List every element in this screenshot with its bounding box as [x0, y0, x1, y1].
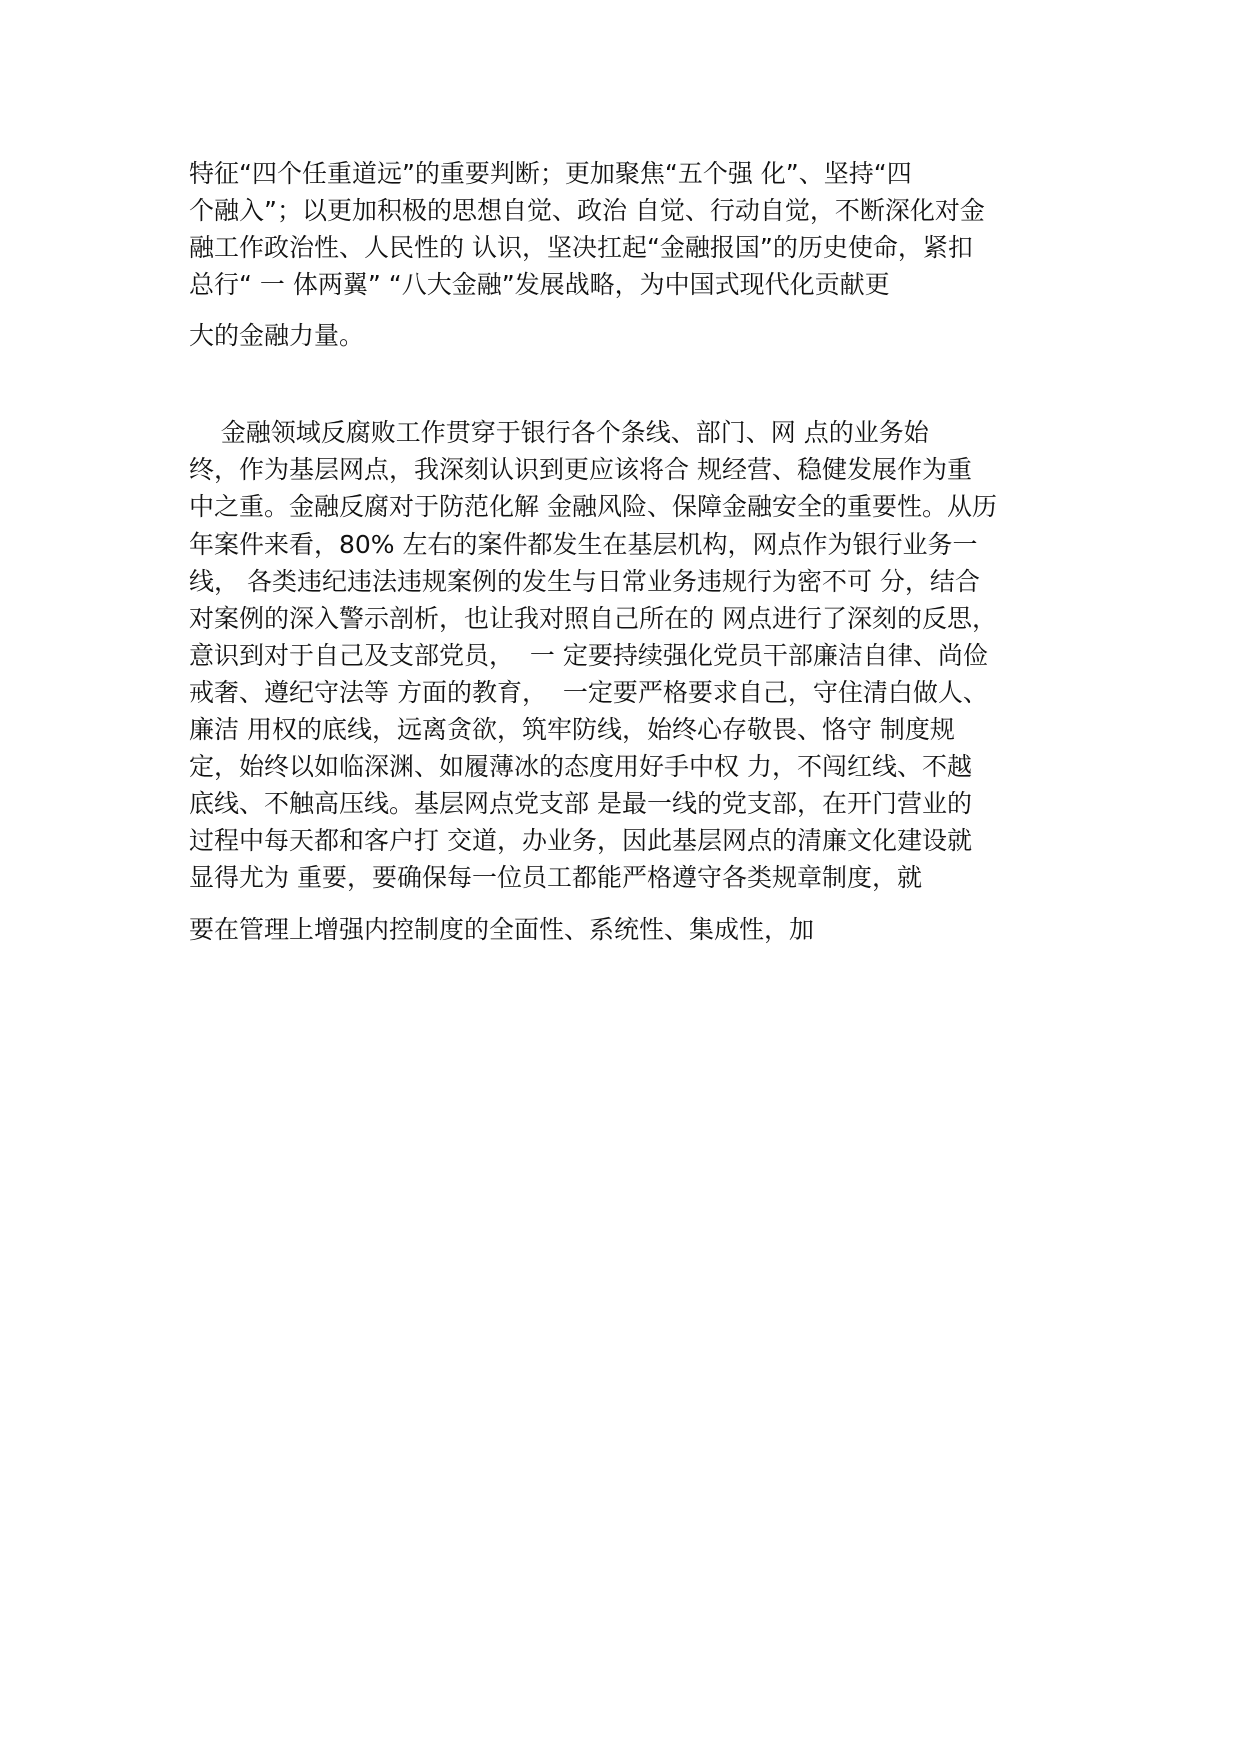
text-line: 对案例的深入警示剖析，也让我对照自己所在的 网点进行了深刻的反思， [189, 604, 997, 633]
text-line: 个融入”；以更加积极的思想自觉、政治 自觉、行动自觉，不断深化对金 [189, 196, 985, 225]
text-line: 总行“ 一 体两翼” “八大金融”发展战略，为中国式现代化贡献更 [189, 270, 890, 299]
text-line: 底线、不触高压线。基层网点党支部 是最一线的党支部，在开门营业的 [189, 789, 972, 818]
text-line: 年案件来看，80% 左右的案件都发生在基层机构，网点作为银行业务一 [189, 530, 978, 559]
text-line: 融工作政治性、人民性的 认识，坚决扛起“金融报国”的历史使命，紧扣 [189, 233, 973, 262]
text-line: 大的金融力量。 [189, 321, 365, 350]
text-line: 定，始终以如临深渊、如履薄冰的态度用好手中权 力，不闯红线、不越 [189, 752, 972, 781]
text-line: 戒奢、遵纪守法等 方面的教育， 一定要严格要求自己，守住清白做人、 [189, 678, 988, 707]
text-line: 显得尤为 重要，要确保每一位员工都能严格遵守各类规章制度，就 [189, 863, 922, 892]
text-line: 特征“四个任重道远”的重要判断；更加聚焦“五个强 化”、坚持“四 [189, 159, 912, 188]
text-line: 中之重。金融反腐对于防范化解 金融风险、保障金融安全的重要性。从历 [189, 492, 997, 521]
text-line: 过程中每天都和客户打 交道，办业务，因此基层网点的清廉文化建设就 [189, 826, 972, 855]
text-line: 意识到对于自己及支部党员， 一 定要持续强化党员干部廉洁自律、尚俭 [189, 641, 988, 670]
text-line: 线， 各类违纪违法违规案例的发生与日常业务违规行为密不可 分，结合 [189, 567, 980, 596]
text-line: 廉洁 用权的底线，远离贪欲，筑牢防线，始终心存敬畏、恪守 制度规 [189, 715, 955, 744]
text-line: 要在管理上增强内控制度的全面性、系统性、集成性，加 [189, 915, 815, 944]
text-line: 终，作为基层网点，我深刻认识到更应该将合 规经营、稳健发展作为重 [189, 455, 972, 484]
text-line: 金融领域反腐败工作贯穿于银行各个条线、部门、网 点的业务始 [189, 418, 929, 447]
